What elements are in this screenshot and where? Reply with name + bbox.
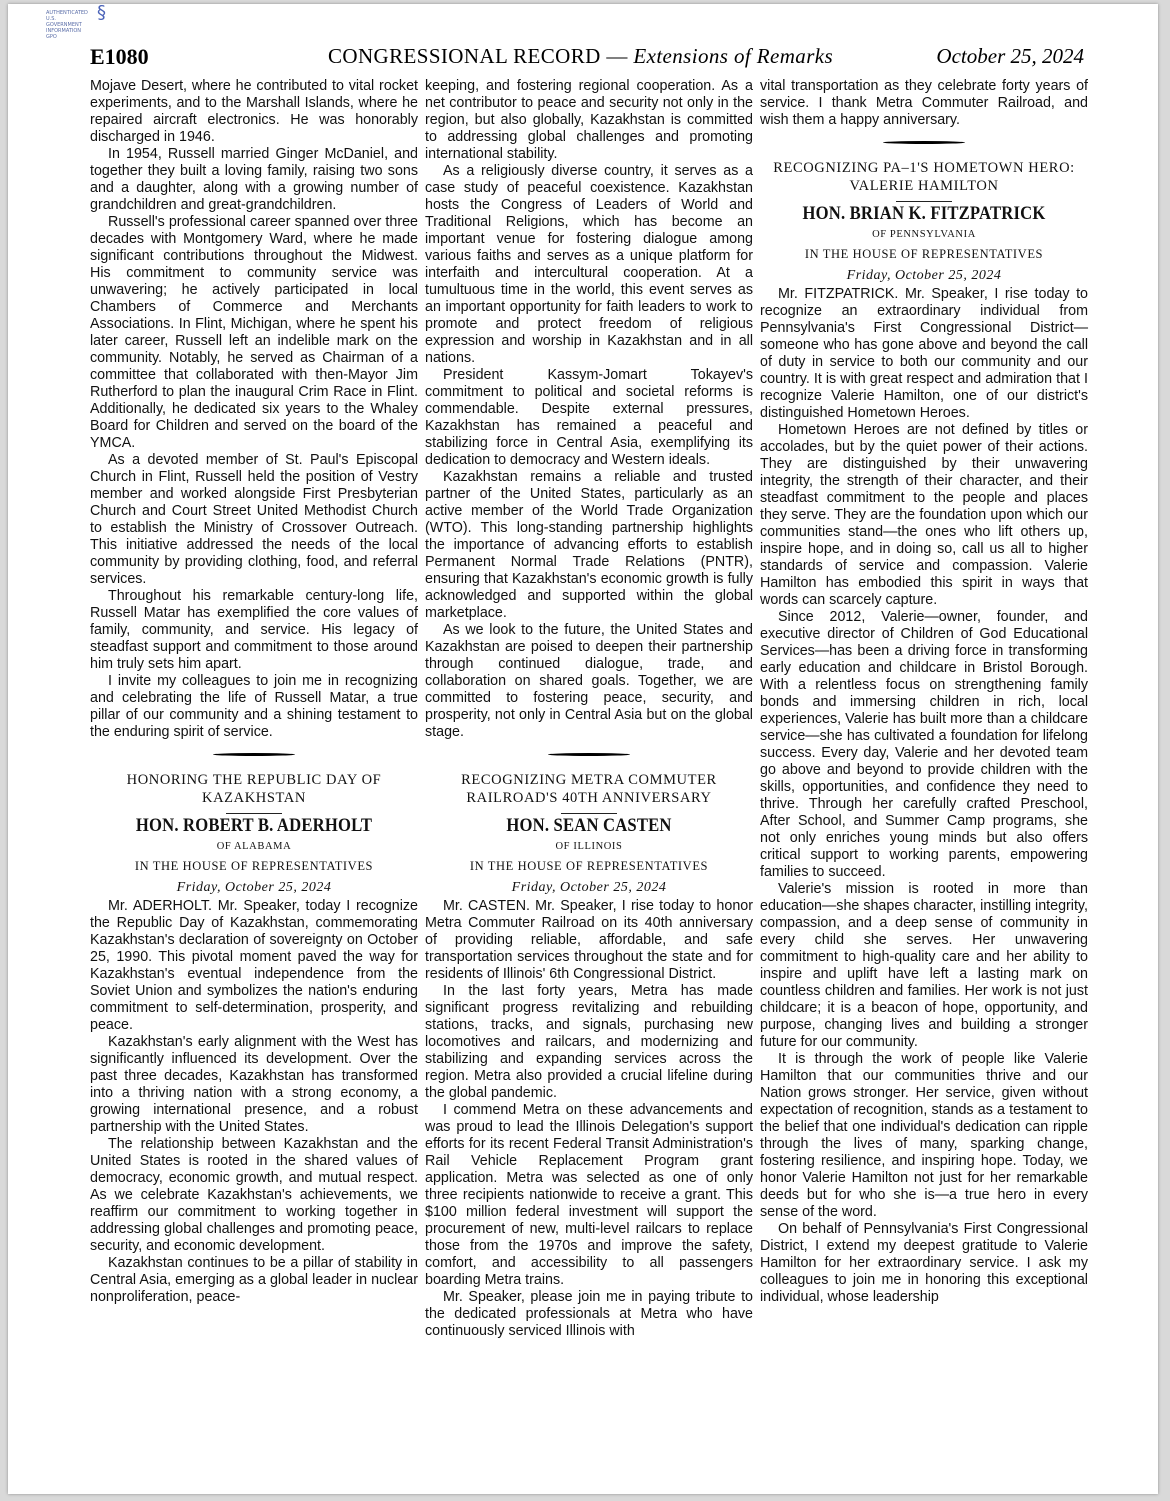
statement-date: Friday, October 25, 2024 — [846, 268, 1002, 283]
paragraph: It is through the work of people like Valerie Hamilton that our communities thrive and our Nation grows stronger. Her service, given without expectation of recognition, stands as a testament to the belief that one individual's dedication can ripple through the lives of many, sparking change, fostering resilience, and inspiring hope. Today, we honor Valerie Hamilton not just for her remarkable deeds but for who she is—a true hero in every sense of the word. — [760, 1051, 1088, 1220]
paragraph: The relationship between Kazakhstan and the United States is rooted in the shared values of democracy, economic growth, and mutual respect. As we celebrate Kazakhstan's achievements, we reaffirm our commitment to working together in addressing global challenges and promoting peace, security, and economic development. — [90, 1136, 418, 1254]
representative-name: HON. ROBERT B. ADERHOLT — [135, 816, 373, 836]
title-rule — [896, 201, 952, 202]
paragraph: Mr. CASTEN. Mr. Speaker, I rise today to honor Metra Commuter Railroad on its 40th anniversary of providing reliable, affordable, and safe transportation services throughout the state and for residents of Illinois' 6th Congressional District. — [425, 898, 753, 982]
paragraph: As we look to the future, the United States and Kazakhstan are poised to deepen their partnership through continued dialogue, trade, and collaboration on shared goals. Together, we are committed to fostering peace, security, and prosperity, not only in Central Asia but on the global stage. — [425, 622, 753, 740]
section-separator — [90, 745, 418, 763]
page-number: E1080 — [90, 44, 149, 69]
title-rule — [561, 813, 617, 814]
chamber-label: IN THE HOUSE OF REPRESENTATIVES — [804, 247, 1044, 261]
column-3 — [760, 78, 1088, 1306]
gpo-seal-icon: § — [97, 4, 106, 23]
section-separator — [760, 133, 1088, 151]
page-header — [90, 44, 1084, 74]
representative-state: OF ALABAMA — [216, 841, 292, 852]
column-2 — [425, 78, 753, 1340]
paragraph: Mojave Desert, where he contributed to vital rocket experiments, and to the Marshall Islands, where he repaired aircraft electronics. He was honorably discharged in 1946. — [90, 78, 418, 145]
paragraph: Russell's professional career spanned over three decades with Montgomery Ward, where he made significant contributions throughout the Midwest. His commitment to community service was unwavering; he actively participated in local Chambers of Commerce and Merchants Associations. In Flint, Michigan, where he spent his later career, Russell left an indelible mark on the community. Notably, he served as Chairman of a committee that collaborated with then-Mayor Jim Rutherford to plan the inaugural Crim Race in Flint. Additionally, he dedicated six years to the Whaley Board for Children and served on the board of the YMCA. — [90, 214, 418, 451]
representative-state: OF PENNSYLVANIA — [872, 229, 976, 240]
paragraph: Mr. Speaker, please join me in paying tribute to the dedicated professionals at Metra who have continuously serviced Illinois with — [425, 1289, 753, 1339]
paragraph: Mr. FITZPATRICK. Mr. Speaker, I rise today to recognize an extraordinary individual from Pennsylvania's First Congressional District—someone who has gone above and beyond the call of duty in service to both our community and our country. It is with great respect and admiration that I recognize Valerie Hamilton, one of our district's distinguished Hometown Heroes. — [760, 286, 1088, 421]
chamber-label: IN THE HOUSE OF REPRESENTATIVES — [469, 859, 709, 873]
section-title: HONORING THE REPUBLIC DAY OF KAZAKHSTAN — [126, 772, 382, 806]
chamber-label: IN THE HOUSE OF REPRESENTATIVES — [134, 859, 374, 873]
paragraph: Valerie's mission is rooted in more than education—she shapes character, instilling integrity, compassion, and a deep sense of community in every child she serves. Her unwavering commitment to high-quality care and her ability to inspire and uplift have left a lasting mark on countless children and families. Her work is not just childcare; it is a beacon of hope, opportunity, and purpose, changing lives and building a stronger future for our community. — [760, 881, 1088, 1050]
paragraph: Kazakhstan remains a reliable and trusted partner of the United States, particularly as an active member of the World Trade Organization (WTO). This long-standing partnership highlights the importance of advancing efforts to establish Permanent Normal Trade Relations (PNTR), ensuring that Kazakhstan's economic growth is fully acknowledged and supported within the global marketplace. — [425, 469, 753, 621]
paragraph: President Kassym-Jomart Tokayev's commitment to political and societal reforms is commendable. Despite external pressures, Kazakhstan has remained a peaceful and stabilizing force in Central Asia, exemplifying its dedication to democracy and Western ideals. — [425, 367, 753, 468]
section-separator — [425, 745, 753, 763]
paragraph: Hometown Heroes are not defined by titles or accolades, but by the quiet power of their actions. They are distinguished by their unwavering integrity, the strength of their character, and their steadfast commitment to the people and places they serve. They are the foundation upon which our communities stand—the ones who lift others up, inspire hope, and in doing so, call us all to higher standards of service and compassion. Valerie Hamilton has embodied this spirit in ways that words can scarcely capture. — [760, 422, 1088, 608]
section-title: RECOGNIZING METRA COMMUTER RAILROAD'S 40TH ANNIVERSARY — [461, 772, 717, 806]
publication-title — [328, 44, 833, 69]
statement-date: Friday, October 25, 2024 — [511, 880, 667, 895]
paragraph: In the last forty years, Metra has made significant progress revitalizing and rebuilding stations, tracks, and signals, purchasing new locomotives and railcars, and modernizing and stabilizing and expanding services across the region. Metra also provided a crucial lifeline during the global pandemic. — [425, 983, 753, 1101]
paragraph: Kazakhstan continues to be a pillar of stability in Central Asia, emerging as a global leader in nuclear nonproliferation, peace- — [90, 1255, 418, 1305]
paragraph: I commend Metra on these advancements and was proud to lead the Illinois Delegation's support efforts for its recent Federal Transit Administration's Rail Vehicle Replacement Program grant application. Metra was selected as one of only three recipients nationwide to receive a grant. This $100 million federal investment will support the procurement of new, multi-level railcars to replace those from the 1970s and improve the safety, comfort, and accessibility to all passengers boarding Metra trains. — [425, 1102, 753, 1288]
paragraph: vital transportation as they celebrate forty years of service. I thank Metra Commuter Railroad, and wish them a happy anniversary. — [760, 78, 1088, 128]
column-1 — [90, 78, 418, 1306]
paragraph: As a religiously diverse country, it serves as a case study of peaceful coexistence. Kazakhstan hosts the Congress of Leaders of World and Traditional Religions, which has become an important venue for fostering dialogue among various faiths and serves as a unique platform for interfaith and intercultural cooperation. At a tumultuous time in the world, this event serves as an important opportunity for faith leaders to work to promote and protect freedom of religious expression and worship in Kazakhstan and in all nations. — [425, 163, 753, 366]
paragraph: Mr. ADERHOLT. Mr. Speaker, today I recognize the Republic Day of Kazakhstan, commemorating Kazakhstan's declaration of sovereignty on October 25, 1990. This pivotal moment paved the way for Kazakhstan's eventual independence from the Soviet Union and symbolizes the nation's enduring commitment to self-determination, prosperity, and peace. — [90, 898, 418, 1033]
representative-state: OF ILLINOIS — [555, 841, 623, 852]
seal-text: AUTHENTICATED U.S. GOVERNMENT INFORMATION GPO — [46, 10, 88, 40]
paragraph: As a devoted member of St. Paul's Episcopal Church in Flint, Russell held the position of Vestry member and worked alongside First Presbyterian Church and Court Street United Methodist Church to establish the Ministry of Crossover Outreach. This initiative addressed the needs of the local community by providing clothing, food, and referral services. — [90, 452, 418, 587]
paragraph: On behalf of Pennsylvania's First Congressional District, I extend my deepest gratitude to Valerie Hamilton for her extraordinary service. I ask my colleagues to join me in honoring this exceptional individual, whose leadership — [760, 1221, 1088, 1305]
paragraph: Since 2012, Valerie—owner, founder, and executive director of Children of God Educational Services—has been a driving force in transforming early education and childcare in Bristol Borough. With a relentless focus on strengthening family bonds and immersing children in rich, local experiences, Valerie has built more than a childcare service—she has cultivated a foundation for lifelong success. Every day, Valerie and her devoted team go above and beyond to provide children with the skills, opportunities, and confidence they need to thrive. Through her carefully crafted Preschool, After School, and Summer Camp programs, she not only enriches young minds but also offers critical support to working parents, empowering families to succeed. — [760, 609, 1088, 880]
paragraph: keeping, and fostering regional cooperation. As a net contributor to peace and security not only in the region, but also globally, Kazakhstan is committed to addressing global challenges and promoting international stability. — [425, 78, 753, 162]
paragraph: Kazakhstan's early alignment with the West has significantly influenced its development. Over the past three decades, Kazakhstan has transformed into a thriving nation with a strong economy, a growing international presence, and a robust partnership with the United States. — [90, 1034, 418, 1135]
gpo-authentication-seal — [46, 4, 116, 40]
paragraph: Throughout his remarkable century-long life, Russell Matar has exemplified the core values of family, community, and service. His legacy of steadfast support and commitment to those around him truly sets him apart. — [90, 588, 418, 672]
document-page — [8, 4, 1158, 1494]
section-title: RECOGNIZING PA–1'S HOMETOWN HERO: VALERIE HAMILTON — [773, 160, 1075, 194]
title-rule — [226, 813, 282, 814]
representative-name: HON. BRIAN K. FITZPATRICK — [802, 204, 1046, 224]
statement-date: Friday, October 25, 2024 — [176, 880, 332, 895]
paragraph: In 1954, Russell married Ginger McDaniel, and together they built a loving family, raising two sons and a daughter, along with a growing number of grandchildren and great-grandchildren. — [90, 146, 418, 213]
publication-title-main: CONGRESSIONAL RECORD — — [328, 44, 634, 68]
representative-name: HON. SEAN CASTEN — [506, 816, 672, 836]
publication-title-section: Extensions of Remarks — [633, 44, 834, 68]
header-date: October 25, 2024 — [936, 44, 1084, 68]
paragraph: I invite my colleagues to join me in recognizing and celebrating the life of Russell Matar, a true pillar of our community and a shining testament to the enduring spirit of service. — [90, 673, 418, 740]
